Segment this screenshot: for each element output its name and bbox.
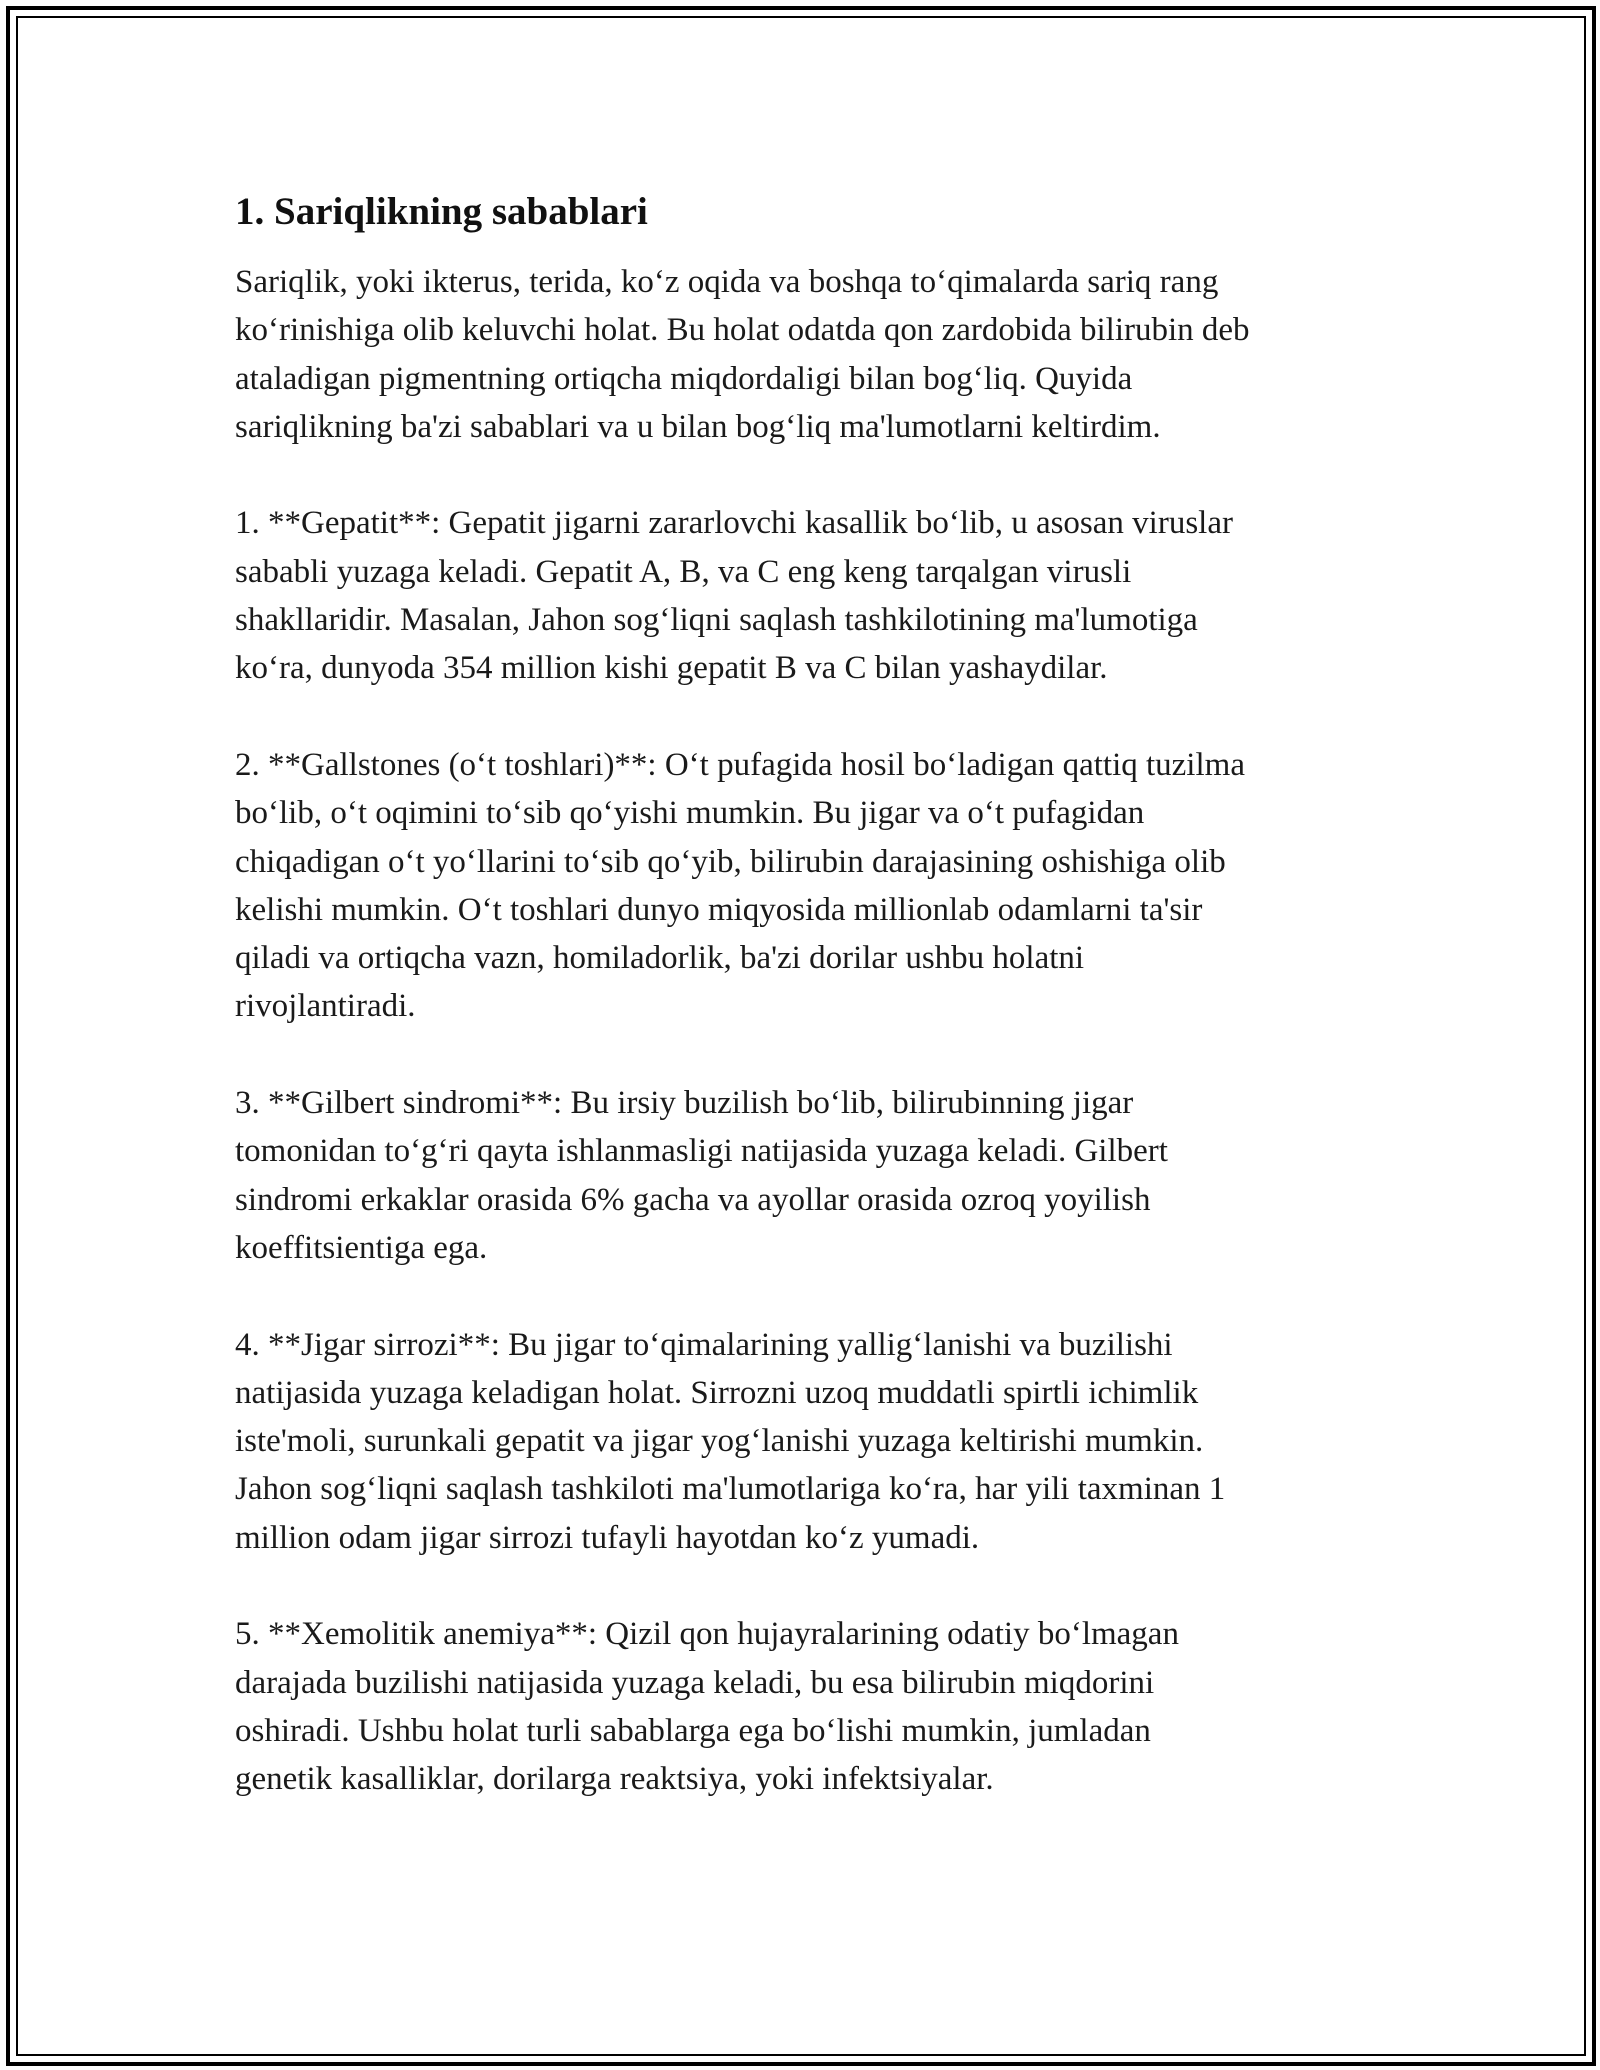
section-heading: 1. Sariqlikning sabablari — [235, 190, 648, 233]
document-body — [235, 188, 1385, 1852]
paragraph-gallstones: 2. **Gallstones (o‘t toshlari)**: O‘t pufagida hosil bo‘ladigan qattiq tuzilma bo‘lib, o‘t oqimini to‘sib qo‘yishi mumkin. Bu jigar va o‘t pufagidan chiqadigan o‘t yo‘llarini to‘sib qo‘yib, bilirubin darajasining oshishiga olib kelishi mumkin. O‘t toshlari dunyo miqyosida millionlab odamlarni ta'sir qiladi va ortiqcha vazn, homiladorlik, ba'zi dorilar ushbu holatni rivojlantiradi. — [235, 746, 1245, 1025]
intro-paragraph: Sariqlik, yoki ikterus, terida, ko‘z oqida va boshqa to‘qimalarda sariq rang ko‘rinishiga olib keluvchi holat. Bu holat odatda qon zardobida bilirubin deb ataladigan pigmentning ortiqcha miqdordaligi bilan bog‘liq. Quyida sariqlikning ba'zi sabablari va u bilan bog‘liq ma'lumotlarni keltirdim. — [235, 264, 1250, 445]
paragraph-gepatit: 1. **Gepatit**: Gepatit jigarni zararlovchi kasallik bo‘lib, u asosan viruslar sababli yuzaga keladi. Gepatit A, B, va C eng keng tarqalgan virusli shakllaridir. Masalan, Jahon sog‘liqni saqlash tashkilotining ma'lumotiga ko‘ra, dunyoda 354 million kishi gepatit B va C bilan yashaydilar. — [235, 505, 1233, 687]
paragraph-gilbert: 3. **Gilbert sindromi**: Bu irsiy buzilish bo‘lib, bilirubinning jigar tomonidan to‘g‘ri qayta ishlanmasligi natijasida yuzaga keladi. Gilbert sindromi erkaklar orasida 6% gacha va ayollar orasida ozroq yoyilish koeffitsientiga ega. — [235, 1085, 1168, 1266]
paragraph-xemolitik-anemiya: 5. **Xemolitik anemiya**: Qizil qon hujayralarining odatiy bo‘lmagan darajada buzilishi natijasida yuzaga keladi, bu esa bilirubin miqdorini oshiradi. Ushbu holat turli sabablarga ega bo‘lishi mumkin, jumladan genetik kasalliklar, dorilarga reaktsiya, yoki infektsiyalar. — [235, 1616, 1179, 1798]
paragraph-jigar-sirrozi: 4. **Jigar sirrozi**: Bu jigar to‘qimalarining yallig‘lanishi va buzilishi natijasida yuzaga keladigan holat. Sirrozni uzoq muddatli spirtli ichimlik iste'moli, surunkali gepatit va jigar yog‘lanishi yuzaga keltirishi mumkin. Jahon sog‘liqni saqlash tashkiloti ma'lumotlariga ko‘ra, har yili taxminan 1 million odam jigar sirrozi tufayli hayotdan ko‘z yumadi. — [235, 1326, 1226, 1556]
